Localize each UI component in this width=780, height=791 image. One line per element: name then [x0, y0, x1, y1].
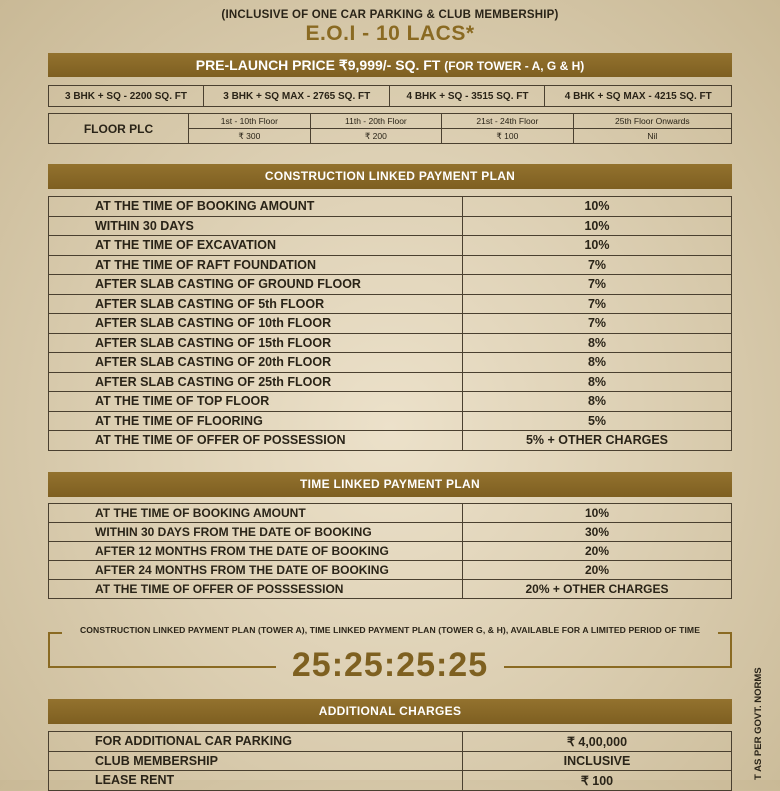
plc-floor-range: 25th Floor Onwards	[573, 114, 731, 129]
stage-cell: AT THE TIME OF TOP FLOOR	[49, 392, 463, 412]
table-row	[49, 411, 732, 431]
pct-cell: 10%	[463, 236, 732, 256]
table-row	[49, 771, 732, 791]
table-row	[49, 275, 732, 295]
table-row	[49, 431, 732, 451]
table-row	[49, 580, 732, 599]
floor-plc-table	[48, 113, 732, 144]
time-plan-table	[48, 503, 732, 599]
pct-cell: 5% + OTHER CHARGES	[463, 431, 732, 451]
eoi-subtitle: (INCLUSIVE OF ONE CAR PARKING & CLUB MEMBERSHIP)	[221, 9, 559, 21]
charge-value: INCLUSIVE	[463, 751, 732, 771]
pct-cell: 7%	[463, 255, 732, 275]
stage-cell: AT THE TIME OF BOOKING AMOUNT	[49, 504, 463, 523]
plc-floor-range: 1st - 10th Floor	[189, 114, 311, 129]
plc-charge: ₹ 100	[442, 129, 574, 144]
eoi-amount: E.O.I - 10 LACS*	[305, 22, 475, 45]
table-row	[49, 372, 732, 392]
additional-charges-header: ADDITIONAL CHARGES	[48, 699, 732, 724]
charge-item: FOR ADDITIONAL CAR PARKING	[49, 732, 463, 752]
stage-cell: AT THE TIME OF OFFER OF POSSESSION	[49, 431, 463, 451]
pct-cell: 20% + OTHER CHARGES	[463, 580, 732, 599]
plc-floor-range: 11th - 20th Floor	[310, 114, 441, 129]
govt-norms-note: T AS PER GOVT. NORMS	[753, 667, 764, 780]
pct-cell: 30%	[463, 523, 732, 542]
stage-cell: AFTER SLAB CASTING OF 10th FLOOR	[49, 314, 463, 334]
price-band	[48, 53, 732, 77]
stage-cell: AT THE TIME OF FLOORING	[49, 411, 463, 431]
stage-cell: AFTER SLAB CASTING OF 5th FLOOR	[49, 294, 463, 314]
stage-cell: AT THE TIME OF BOOKING AMOUNT	[49, 197, 463, 217]
stage-cell: AFTER 24 MONTHS FROM THE DATE OF BOOKING	[49, 561, 463, 580]
pct-cell: 10%	[463, 504, 732, 523]
charge-item: LEASE RENT	[49, 771, 463, 791]
bhk-options-table	[48, 85, 732, 107]
stage-cell: AFTER SLAB CASTING OF GROUND FLOOR	[49, 275, 463, 295]
charge-value: ₹ 4,00,000	[463, 732, 732, 752]
additional-charges-table	[48, 731, 732, 791]
stage-cell: AFTER SLAB CASTING OF 25th FLOOR	[49, 372, 463, 392]
plc-charge: ₹ 300	[189, 129, 311, 144]
table-row	[49, 353, 732, 373]
pct-cell: 8%	[463, 353, 732, 373]
pct-cell: 10%	[463, 216, 732, 236]
price-towers: (FOR TOWER - A, G & H)	[444, 59, 585, 73]
pct-cell: 7%	[463, 294, 732, 314]
table-row	[49, 216, 732, 236]
table-row	[49, 294, 732, 314]
table-row	[49, 392, 732, 412]
table-row	[49, 732, 732, 752]
bhk-option: 3 BHK + SQ - 2200 SQ. FT	[49, 86, 204, 107]
construction-plan-header: CONSTRUCTION LINKED PAYMENT PLAN	[48, 164, 732, 189]
pct-cell: 20%	[463, 561, 732, 580]
table-row	[49, 333, 732, 353]
stage-cell: AFTER SLAB CASTING OF 15th FLOOR	[49, 333, 463, 353]
bhk-option: 4 BHK + SQ - 3515 SQ. FT	[390, 86, 545, 107]
charge-value: ₹ 100	[463, 771, 732, 791]
table-row	[49, 236, 732, 256]
limited-offer-note: CONSTRUCTION LINKED PAYMENT PLAN (TOWER A), TIME LINKED PAYMENT PLAN (TOWER G, & H), AVAILABLE FOR A LIMITED PERIOD OF TIME	[79, 625, 701, 635]
time-plan-header: TIME LINKED PAYMENT PLAN	[48, 472, 732, 497]
construction-plan-table	[48, 196, 732, 451]
plc-floor-range: 21st - 24th Floor	[442, 114, 574, 129]
table-row	[49, 751, 732, 771]
table-row	[49, 314, 732, 334]
table-row	[49, 504, 732, 523]
table-row	[49, 561, 732, 580]
stage-cell: AT THE TIME OF RAFT FOUNDATION	[49, 255, 463, 275]
countdown-timer: 25:25:25:25	[291, 646, 489, 684]
pct-cell: 20%	[463, 542, 732, 561]
pct-cell: 8%	[463, 372, 732, 392]
table-row	[49, 523, 732, 542]
stage-cell: WITHIN 30 DAYS	[49, 216, 463, 236]
stage-cell: AFTER SLAB CASTING OF 20th FLOOR	[49, 353, 463, 373]
table-row	[49, 255, 732, 275]
bhk-option: 4 BHK + SQ MAX - 4215 SQ. FT	[545, 86, 732, 107]
plc-charge: ₹ 200	[310, 129, 441, 144]
floor-plc-label: FLOOR PLC	[49, 114, 189, 144]
pct-cell: 7%	[463, 275, 732, 295]
stage-cell: WITHIN 30 DAYS FROM THE DATE OF BOOKING	[49, 523, 463, 542]
stage-cell: AFTER 12 MONTHS FROM THE DATE OF BOOKING	[49, 542, 463, 561]
stage-cell: AT THE TIME OF OFFER OF POSSSESSION	[49, 580, 463, 599]
pct-cell: 5%	[463, 411, 732, 431]
table-row	[49, 542, 732, 561]
plc-charge: Nil	[573, 129, 731, 144]
stage-cell: AT THE TIME OF EXCAVATION	[49, 236, 463, 256]
pct-cell: 7%	[463, 314, 732, 334]
charge-item: CLUB MEMBERSHIP	[49, 751, 463, 771]
bhk-option: 3 BHK + SQ MAX - 2765 SQ. FT	[203, 86, 390, 107]
pct-cell: 8%	[463, 333, 732, 353]
price-main: PRE-LAUNCH PRICE ₹9,999/- SQ. FT	[195, 57, 441, 73]
table-row	[49, 197, 732, 217]
pct-cell: 8%	[463, 392, 732, 412]
pct-cell: 10%	[463, 197, 732, 217]
